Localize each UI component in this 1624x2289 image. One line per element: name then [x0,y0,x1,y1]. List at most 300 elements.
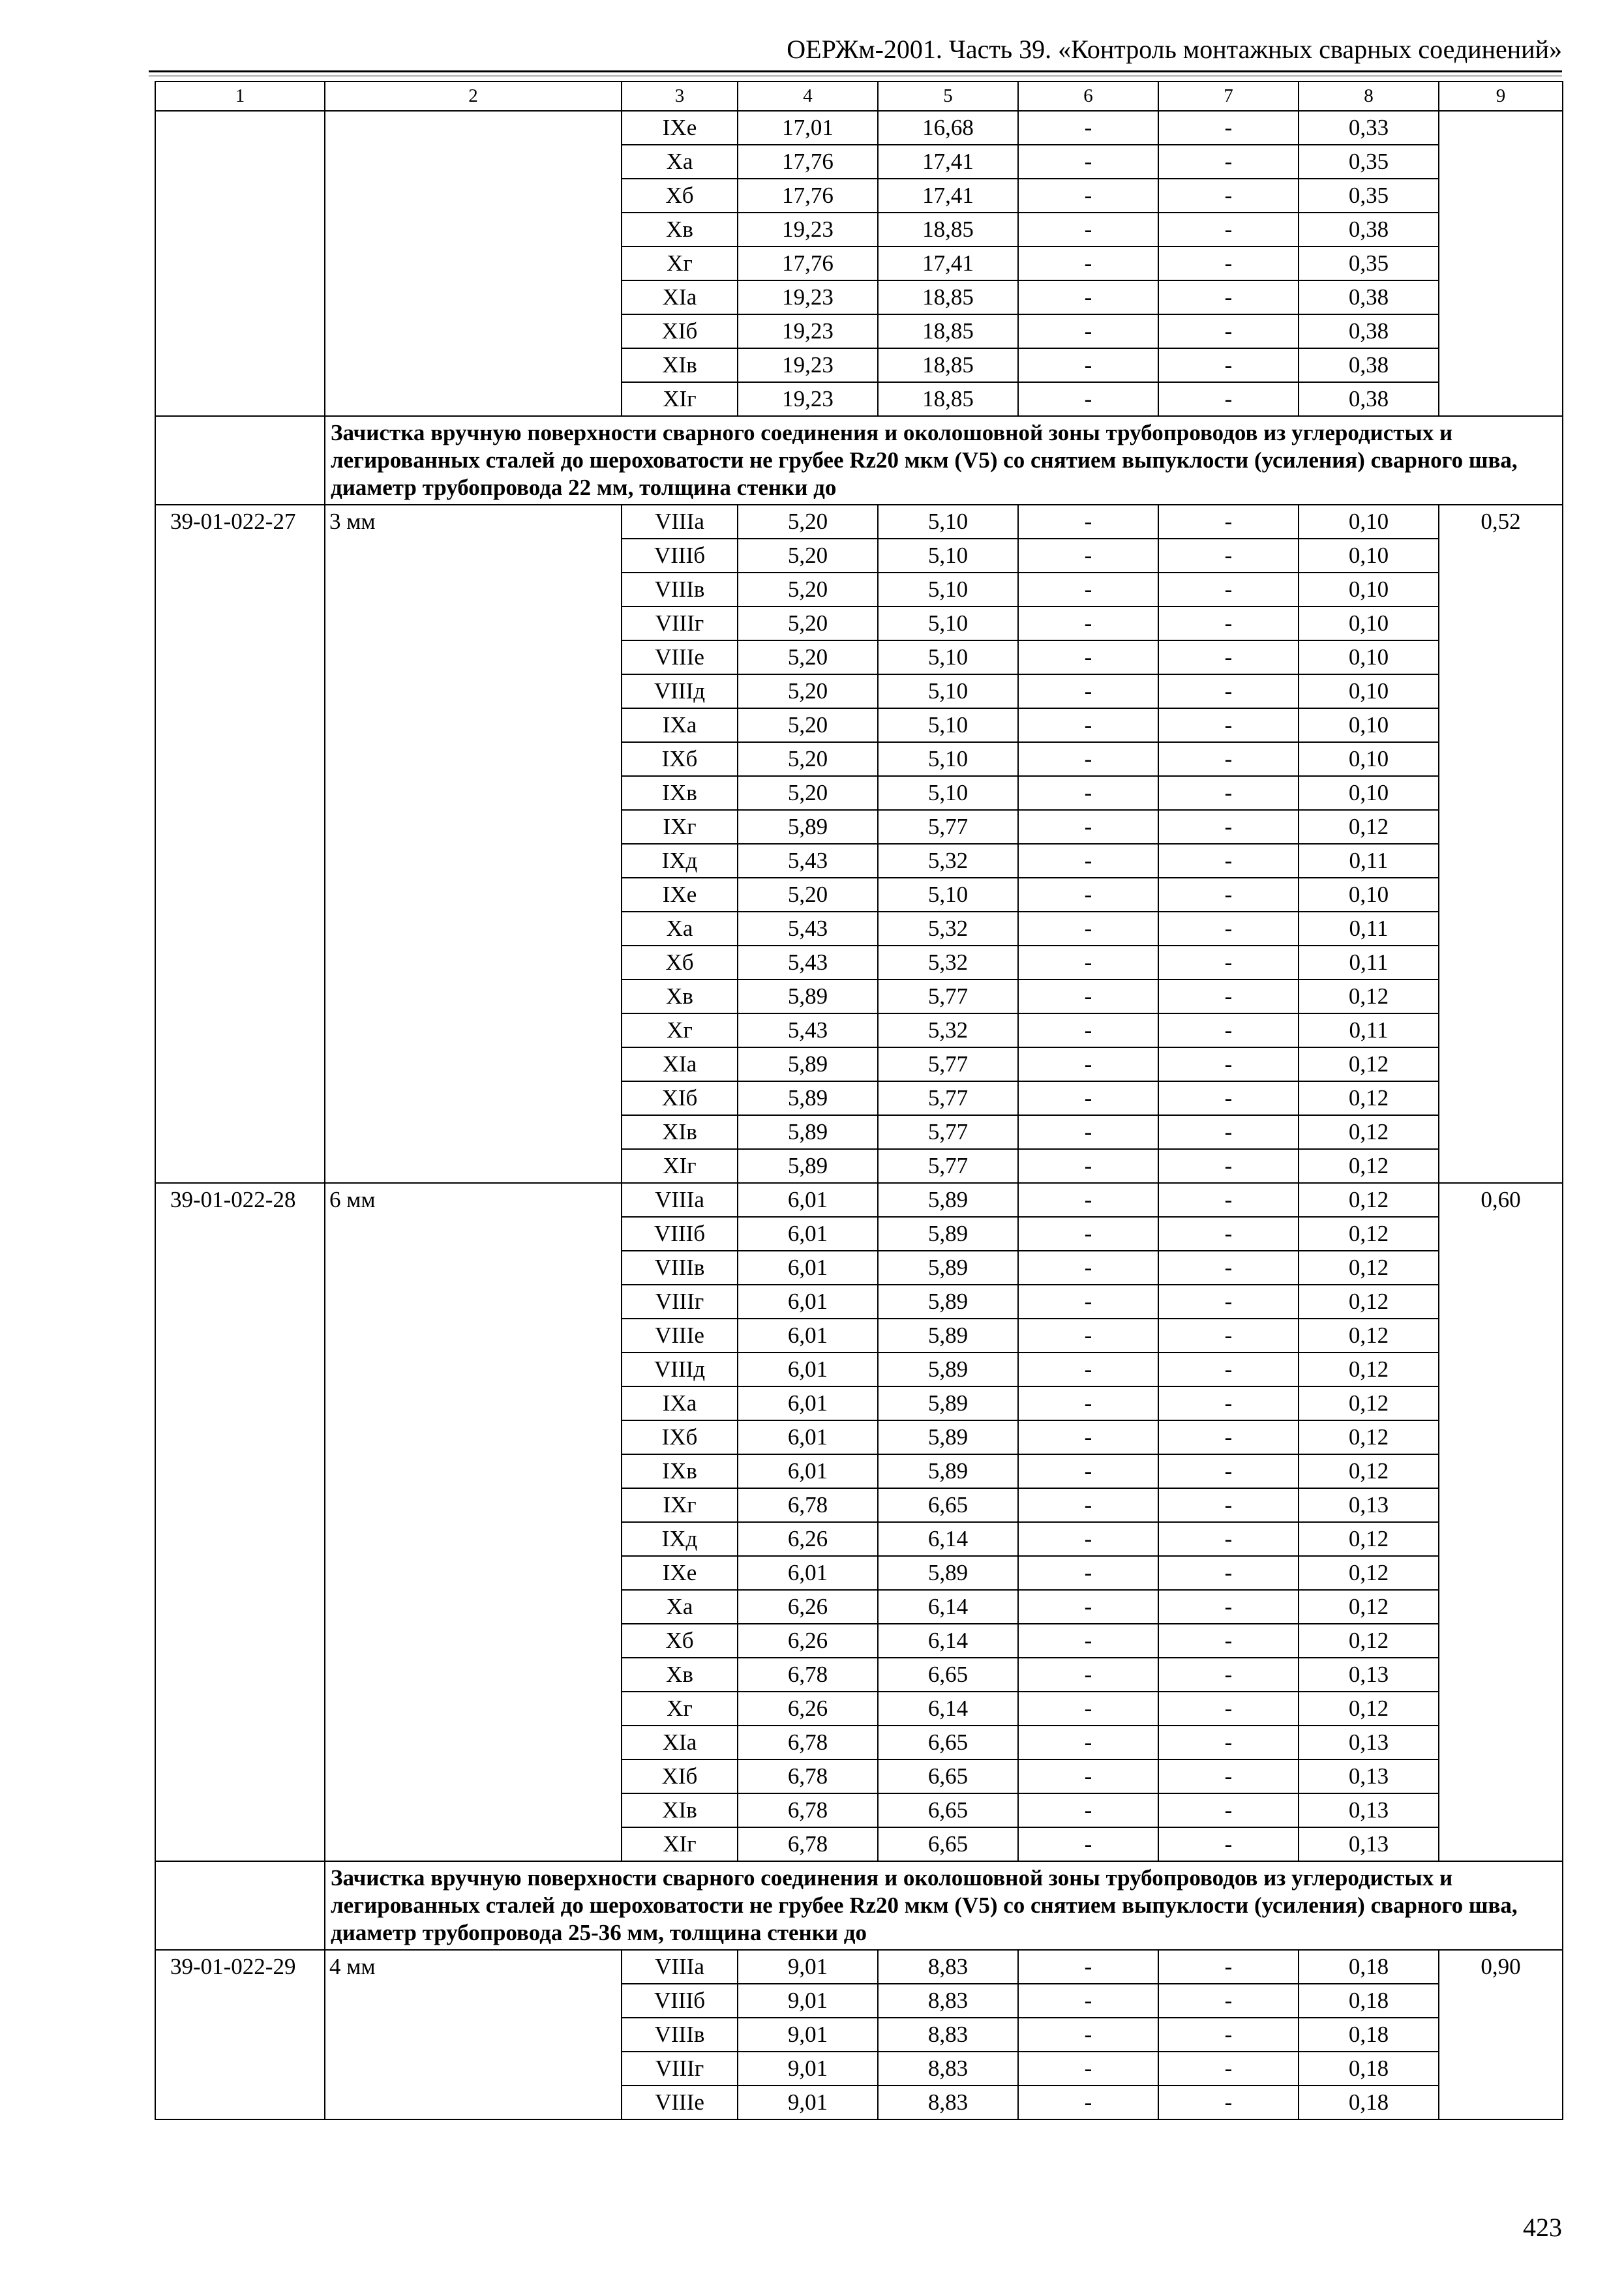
category-cell: Xб [622,179,738,213]
table-body [155,111,1563,2119]
value-cell: - [1018,1950,1158,1984]
value-cell: 9,01 [738,2052,878,2086]
value-cell: 18,85 [878,348,1018,382]
value-cell: 0,12 [1299,1115,1439,1149]
category-cell: Xв [622,980,738,1013]
category-cell: Xв [622,213,738,247]
value-cell: 9,01 [738,2018,878,2052]
value-cell: 6,01 [738,1420,878,1454]
value-cell: 16,68 [878,111,1018,145]
category-cell: Xг [622,1013,738,1047]
value-cell: 0,38 [1299,213,1439,247]
section-description: Зачистка вручную поверхности сварного соединения и околошовной зоны трубопроводов из углеродистых и легированных сталей до шероховатости не грубее Rz20 мкм (V5) со снятием выпуклости (усиления) сварного шва, диаметр трубопровода 22 мм, толщина стенки до [325,416,1563,505]
value-cell: 0,10 [1299,539,1439,573]
table-row [155,111,1563,145]
value-cell: 8,83 [878,2018,1018,2052]
category-cell: VIIIа [622,1950,738,1984]
value-cell: 5,10 [878,776,1018,810]
value-cell: 5,77 [878,810,1018,844]
value-cell: - [1018,1522,1158,1556]
value-cell: 18,85 [878,314,1018,348]
value-cell: - [1018,2052,1158,2086]
value-cell: - [1018,213,1158,247]
category-cell: XIа [622,1047,738,1081]
value-cell: 5,20 [738,606,878,640]
category-cell: IXд [622,1522,738,1556]
value-cell: - [1158,179,1299,213]
value-cell: - [1158,878,1299,912]
category-cell: VIIIг [622,1285,738,1319]
value-cell: - [1158,505,1299,539]
value-cell: - [1018,2018,1158,2052]
column-number: 6 [1018,82,1158,111]
value-cell: - [1158,776,1299,810]
value-cell: 5,89 [878,1319,1018,1353]
empty-cell [155,1861,325,1950]
wall-thickness [325,111,622,416]
value-cell: - [1158,1013,1299,1047]
value-cell: - [1018,539,1158,573]
value-cell: 6,14 [878,1522,1018,1556]
value-cell: - [1158,539,1299,573]
value-cell: - [1158,1726,1299,1759]
value-cell: 17,41 [878,179,1018,213]
value-cell: - [1018,1624,1158,1658]
value-cell: 0,12 [1299,980,1439,1013]
category-cell: VIIIв [622,1251,738,1285]
category-cell: VIIIб [622,539,738,573]
category-cell: XIг [622,382,738,416]
value-cell: 0,10 [1299,742,1439,776]
value-cell: 6,78 [738,1488,878,1522]
value-cell: 5,89 [738,1115,878,1149]
value-cell: 0,38 [1299,314,1439,348]
value-cell: 5,89 [738,1081,878,1115]
category-cell: Xа [622,145,738,179]
value-cell: 5,10 [878,573,1018,606]
value-cell: - [1158,1217,1299,1251]
value-cell: 0,33 [1299,111,1439,145]
value-cell: 0,11 [1299,946,1439,980]
value-cell: 5,89 [878,1386,1018,1420]
value-cell: - [1018,844,1158,878]
value-cell: 5,20 [738,505,878,539]
category-cell: VIIIв [622,2018,738,2052]
value-cell: 5,32 [878,946,1018,980]
value-cell: 0,18 [1299,1984,1439,2018]
value-cell: - [1158,247,1299,280]
value-cell: - [1158,606,1299,640]
category-cell: VIIIд [622,674,738,708]
value-cell: 5,77 [878,1047,1018,1081]
value-cell: - [1018,606,1158,640]
category-cell: VIIIв [622,573,738,606]
value-cell: 5,20 [738,640,878,674]
category-cell: VIIIе [622,640,738,674]
value-cell: - [1018,1047,1158,1081]
rate-code: 39-01-022-28 [155,1183,325,1861]
category-cell: XIа [622,1726,738,1759]
value-cell: - [1158,1522,1299,1556]
category-cell: Xа [622,1590,738,1624]
value-cell: 5,89 [878,1454,1018,1488]
value-cell: - [1018,247,1158,280]
value-cell: - [1158,912,1299,946]
value-cell: - [1018,1590,1158,1624]
value-cell: 17,76 [738,179,878,213]
value-cell: - [1158,1353,1299,1386]
value-cell: - [1158,2086,1299,2119]
value-cell: 6,01 [738,1454,878,1488]
value-cell: - [1158,2052,1299,2086]
value-cell: - [1158,742,1299,776]
value-cell: - [1158,1793,1299,1827]
category-cell: Xг [622,1692,738,1726]
value-cell: 0,35 [1299,145,1439,179]
value-cell: 0,11 [1299,1013,1439,1047]
table-row [155,1183,1563,1217]
value-cell: - [1018,1488,1158,1522]
value-cell: - [1018,1217,1158,1251]
category-cell: IXб [622,742,738,776]
value-cell: 0,12 [1299,1590,1439,1624]
value-cell: 5,77 [878,1115,1018,1149]
value-cell: - [1018,1759,1158,1793]
value-cell: - [1018,1386,1158,1420]
value-cell: 6,65 [878,1759,1018,1793]
value-cell: 5,43 [738,946,878,980]
value-cell: 0,12 [1299,1522,1439,1556]
value-cell: 0,38 [1299,348,1439,382]
value-cell: - [1158,1081,1299,1115]
category-cell: VIIIе [622,1319,738,1353]
value-cell: 0,18 [1299,2018,1439,2052]
value-cell: 8,83 [878,2086,1018,2119]
value-cell: 5,10 [878,640,1018,674]
value-cell: - [1158,1950,1299,1984]
value-cell: - [1158,2018,1299,2052]
category-cell: IXа [622,1386,738,1420]
value-cell: 0,12 [1299,1556,1439,1590]
value-cell: 5,89 [878,1556,1018,1590]
value-cell: 9,01 [738,1950,878,1984]
value-cell: - [1158,1420,1299,1454]
value-cell: 6,65 [878,1488,1018,1522]
value-cell: - [1018,1454,1158,1488]
running-header: ОЕРЖм-2001. Часть 39. «Контроль монтажных сварных соединений» [787,35,1562,64]
category-cell: XIа [622,280,738,314]
value-cell: 6,78 [738,1726,878,1759]
value-cell: - [1018,674,1158,708]
value-cell: - [1018,1319,1158,1353]
category-cell: IXв [622,776,738,810]
value-cell: - [1158,640,1299,674]
value-cell: 6,14 [878,1624,1018,1658]
value-cell: 5,89 [738,980,878,1013]
column-number: 8 [1299,82,1439,111]
value-cell: 8,83 [878,2052,1018,2086]
category-cell: VIIIг [622,606,738,640]
value-cell: 6,01 [738,1319,878,1353]
value-cell: 6,65 [878,1726,1018,1759]
category-cell: VIIIа [622,1183,738,1217]
value-cell: - [1018,640,1158,674]
value-cell: 6,65 [878,1658,1018,1692]
value-cell: - [1018,382,1158,416]
section-description: Зачистка вручную поверхности сварного соединения и околошовной зоны трубопроводов из углеродистых и легированных сталей до шероховатости не грубее Rz20 мкм (V5) со снятием выпуклости (усиления) сварного шва, диаметр трубопровода 25-36 мм, толщина стенки до [325,1861,1563,1950]
value-cell: 6,01 [738,1386,878,1420]
category-cell: XIг [622,1827,738,1861]
value-cell: - [1158,1624,1299,1658]
wall-thickness: 6 мм [325,1183,622,1861]
value-cell: - [1158,1692,1299,1726]
value-cell: - [1018,878,1158,912]
value-cell: - [1018,2086,1158,2119]
wall-thickness: 3 мм [325,505,622,1183]
value-cell: - [1018,348,1158,382]
rates-table [155,81,1563,2120]
value-cell: 6,01 [738,1353,878,1386]
column-number: 7 [1158,82,1299,111]
column-number: 4 [738,82,878,111]
value-cell: 5,20 [738,878,878,912]
value-cell: 18,85 [878,213,1018,247]
value-cell: - [1158,314,1299,348]
value-cell: 0,10 [1299,573,1439,606]
value-cell: 6,65 [878,1827,1018,1861]
value-cell: - [1158,145,1299,179]
wall-thickness: 4 мм [325,1950,622,2119]
value-cell: 5,89 [878,1183,1018,1217]
value-cell: 0,12 [1299,1319,1439,1353]
value-cell: 5,89 [878,1217,1018,1251]
norm-value: 0,52 [1439,505,1563,1183]
value-cell: - [1018,1149,1158,1183]
value-cell: - [1018,280,1158,314]
value-cell: 0,12 [1299,1251,1439,1285]
category-cell: VIIIб [622,1984,738,2018]
value-cell: 5,89 [738,810,878,844]
value-cell: 5,89 [738,1047,878,1081]
value-cell: 0,10 [1299,505,1439,539]
value-cell: - [1158,1183,1299,1217]
value-cell: 19,23 [738,280,878,314]
value-cell: - [1018,810,1158,844]
category-cell: VIIIа [622,505,738,539]
value-cell: 5,89 [878,1251,1018,1285]
value-cell: 0,12 [1299,1454,1439,1488]
value-cell: - [1018,742,1158,776]
value-cell: 0,10 [1299,606,1439,640]
value-cell: - [1158,1454,1299,1488]
value-cell: 5,10 [878,742,1018,776]
value-cell: 0,38 [1299,382,1439,416]
section-description-row [155,1861,1563,1950]
value-cell: 17,41 [878,145,1018,179]
rate-code: 39-01-022-27 [155,505,325,1183]
value-cell: 6,78 [738,1658,878,1692]
value-cell: - [1018,1013,1158,1047]
value-cell: - [1158,844,1299,878]
category-cell: Xб [622,1624,738,1658]
value-cell: - [1018,708,1158,742]
value-cell: - [1018,946,1158,980]
value-cell: 19,23 [738,348,878,382]
value-cell: 6,01 [738,1285,878,1319]
value-cell: - [1018,1251,1158,1285]
value-cell: 6,78 [738,1793,878,1827]
table-row [155,505,1563,539]
rate-code [155,111,325,416]
value-cell: 0,12 [1299,1285,1439,1319]
value-cell: - [1158,674,1299,708]
value-cell: 6,26 [738,1522,878,1556]
value-cell: - [1018,1793,1158,1827]
value-cell: - [1158,1556,1299,1590]
value-cell: 5,89 [878,1420,1018,1454]
value-cell: 0,35 [1299,247,1439,280]
value-cell: 17,01 [738,111,878,145]
value-cell: 18,85 [878,280,1018,314]
value-cell: 5,89 [878,1285,1018,1319]
value-cell: 5,89 [738,1149,878,1183]
value-cell: 9,01 [738,2086,878,2119]
value-cell: - [1158,1047,1299,1081]
value-cell: 5,20 [738,708,878,742]
value-cell: - [1018,179,1158,213]
value-cell: 5,77 [878,1149,1018,1183]
category-cell: Xв [622,1658,738,1692]
value-cell: - [1158,280,1299,314]
value-cell: 5,32 [878,1013,1018,1047]
value-cell: 0,11 [1299,912,1439,946]
value-cell: - [1018,505,1158,539]
value-cell: 5,10 [878,878,1018,912]
norm-value: 0,90 [1439,1950,1563,2119]
value-cell: - [1158,1386,1299,1420]
value-cell: - [1158,1285,1299,1319]
norm-value [1439,111,1563,416]
value-cell: - [1018,1081,1158,1115]
category-cell: Xа [622,912,738,946]
category-cell: IXб [622,1420,738,1454]
value-cell: 6,65 [878,1793,1018,1827]
value-cell: 0,11 [1299,844,1439,878]
value-cell: 0,10 [1299,708,1439,742]
value-cell: 0,13 [1299,1488,1439,1522]
value-cell: - [1018,1984,1158,2018]
value-cell: 6,78 [738,1759,878,1793]
category-cell: IXе [622,111,738,145]
value-cell: - [1158,1984,1299,2018]
category-cell: IXа [622,708,738,742]
value-cell: - [1018,111,1158,145]
value-cell: 6,14 [878,1692,1018,1726]
category-cell: IXд [622,844,738,878]
value-cell: 19,23 [738,213,878,247]
value-cell: - [1018,1827,1158,1861]
category-cell: IXе [622,878,738,912]
category-cell: Xб [622,946,738,980]
value-cell: - [1158,1827,1299,1861]
value-cell: 5,20 [738,776,878,810]
value-cell: - [1018,1726,1158,1759]
value-cell: 6,26 [738,1590,878,1624]
norm-value: 0,60 [1439,1183,1563,1861]
value-cell: 5,10 [878,708,1018,742]
value-cell: - [1158,1590,1299,1624]
value-cell: - [1018,1183,1158,1217]
column-number: 1 [155,82,325,111]
value-cell: - [1158,1115,1299,1149]
value-cell: 6,26 [738,1692,878,1726]
category-cell: XIв [622,348,738,382]
value-cell: - [1018,1420,1158,1454]
value-cell: 17,76 [738,247,878,280]
value-cell: 0,13 [1299,1793,1439,1827]
value-cell: - [1018,1115,1158,1149]
value-cell: 5,10 [878,606,1018,640]
value-cell: - [1018,776,1158,810]
value-cell: - [1158,946,1299,980]
category-cell: IXв [622,1454,738,1488]
value-cell: - [1158,810,1299,844]
page-number: 423 [1523,2213,1562,2242]
column-number: 9 [1439,82,1563,111]
value-cell: 5,20 [738,742,878,776]
value-cell: 5,77 [878,1081,1018,1115]
category-cell: XIб [622,314,738,348]
value-cell: - [1158,573,1299,606]
column-number: 5 [878,82,1018,111]
empty-cell [155,416,325,505]
value-cell: - [1158,708,1299,742]
category-cell: XIв [622,1115,738,1149]
value-cell: 5,43 [738,1013,878,1047]
value-cell: 5,32 [878,912,1018,946]
value-cell: 19,23 [738,382,878,416]
value-cell: 8,83 [878,1984,1018,2018]
table-row [155,1950,1563,1984]
value-cell: 0,13 [1299,1759,1439,1793]
value-cell: - [1158,111,1299,145]
value-cell: - [1158,348,1299,382]
category-cell: XIв [622,1793,738,1827]
value-cell: - [1158,1149,1299,1183]
value-cell: 5,10 [878,674,1018,708]
column-number: 2 [325,82,622,111]
value-cell: - [1018,1556,1158,1590]
header-rule [149,70,1562,72]
column-number: 3 [622,82,738,111]
value-cell: 0,12 [1299,1217,1439,1251]
value-cell: 0,18 [1299,2052,1439,2086]
value-cell: 5,20 [738,539,878,573]
value-cell: 5,77 [878,980,1018,1013]
value-cell: - [1158,1251,1299,1285]
value-cell: 8,83 [878,1950,1018,1984]
category-cell: IXе [622,1556,738,1590]
value-cell: 0,10 [1299,878,1439,912]
value-cell: 6,01 [738,1217,878,1251]
value-cell: 19,23 [738,314,878,348]
value-cell: 0,12 [1299,810,1439,844]
value-cell: 6,78 [738,1827,878,1861]
value-cell: 5,43 [738,844,878,878]
value-cell: 5,32 [878,844,1018,878]
value-cell: 0,10 [1299,674,1439,708]
category-cell: Xг [622,247,738,280]
